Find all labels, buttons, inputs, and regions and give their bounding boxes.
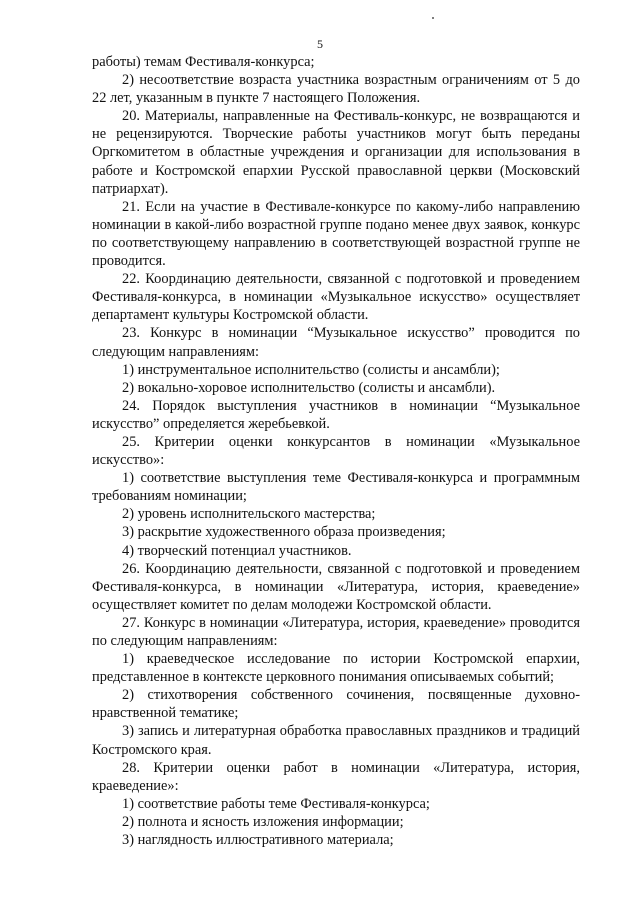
paragraph: 23. Конкурс в номинации “Музыкальное искусство” проводится по следующим направлениям: <box>92 325 580 360</box>
list-item: 2) уровень исполнительского мастерства; <box>122 506 376 523</box>
list-item: 4) творческий потенциал участников. <box>122 542 352 559</box>
list-item: 1) соответствие выступления теме Фестиваля-конкурса и программным требованиям номинации; <box>92 470 580 505</box>
paragraph: работы) темам Фестиваля-конкурса; <box>92 54 315 70</box>
list-item: 2) полнота и ясность изложения информации; <box>122 813 404 830</box>
page-number: 5 <box>317 37 323 51</box>
paragraph: 22. Координацию деятельности, связанной с подготовкой и проведением Фестиваля-конкурса, в номинации «Музыкальное искусство» осуществляет департамент культуры Костромской области. <box>92 271 580 324</box>
list-item: 2) вокально-хоровое исполнительство (солисты и ансамбли). <box>122 379 496 396</box>
paragraph: 27. Конкурс в номинации «Литература, история, краеведение» проводится по следующим направлениям: <box>92 614 580 649</box>
paragraph: 25. Критерии оценки конкурсантов в номинации «Музыкальное искусство»: <box>92 433 580 469</box>
paragraph: 20. Материалы, направленные на Фестиваль-конкурс, не возвращаются и не рецензируются. Творческие работы участников могут быть переданы Оргкомитетом в областные учреждения и организации для использования в работе и Костромской епархии Русской православной церкви (Московский патриархат). <box>92 108 580 197</box>
list-item: 3) запись и литературная обработка православных праздников и традиций Костромского края. <box>92 723 580 758</box>
paragraph: 28. Критерии оценки работ в номинации «Литература, история, краеведение»: <box>92 759 580 794</box>
list-item: 1) краеведческое исследование по истории Костромской епархии, представленное в контексте церковного понимания описываемых событий; <box>92 651 580 686</box>
list-item: 2) стихотворения собственного сочинения, посвященные духовно-нравственной тематике; <box>92 687 580 722</box>
scan-speck <box>432 17 434 19</box>
list-item: 1) инструментальное исполнительство (солисты и ансамбли); <box>122 361 500 378</box>
paragraph: 21. Если на участие в Фестивале-конкурсе по какому-либо направлению номинации в какой-либо возрастной группе подано менее двух заявок, конкурс по соответствующему направлению в соответствующей возрастной группе не проводится. <box>92 198 580 270</box>
list-item: 3) наглядность иллюстративного материала; <box>122 832 394 849</box>
list-item: 3) раскрытие художественного образа произведения; <box>122 524 446 541</box>
document-body <box>92 53 580 849</box>
paragraph: 26. Координацию деятельности, связанной с подготовкой и проведением Фестиваля-конкурса, в номинации «Литература, история, краеведение» осуществляет комитет по делам молодежи Костромской области. <box>92 560 580 613</box>
paragraph: 24. Порядок выступления участников в номинации “Музыкальное искусство” определяется жеребьевкой. <box>92 397 580 432</box>
paragraph: 2) несоответствие возраста участника возрастным ограничениям от 5 до 22 лет, указанным в пункте 7 настоящего Положения. <box>92 72 580 107</box>
list-item: 1) соответствие работы теме Фестиваля-конкурса; <box>122 795 430 812</box>
